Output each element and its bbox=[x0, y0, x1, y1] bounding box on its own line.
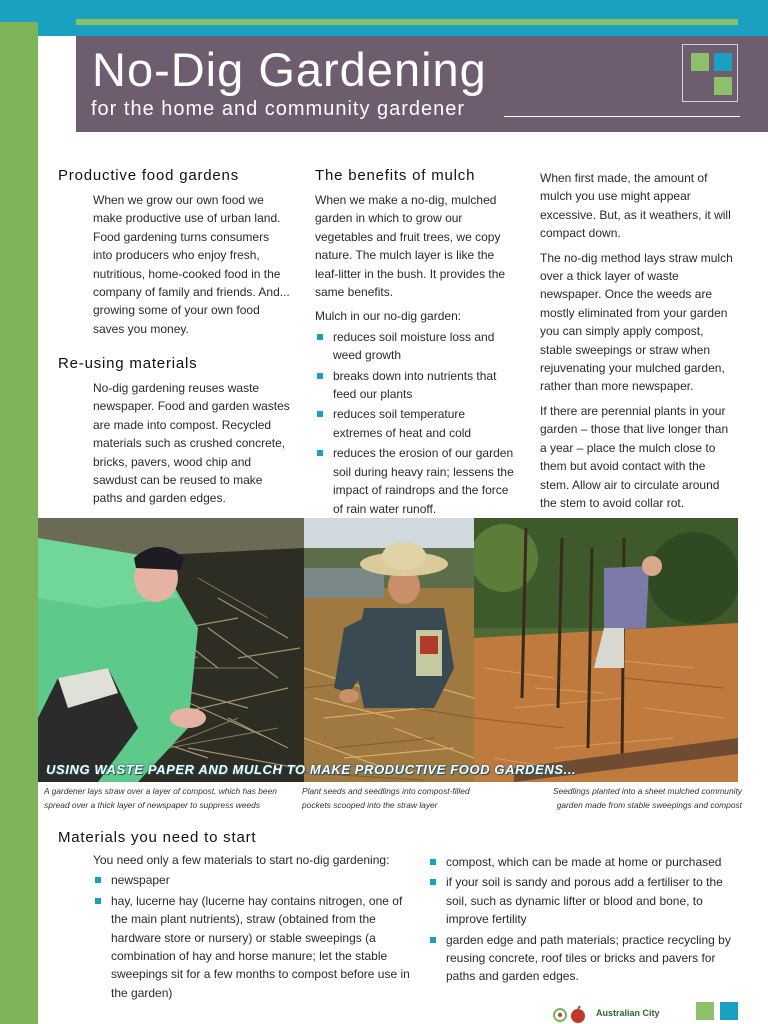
list-item: if your soil is sandy and porous add a fertiliser to the soil, such as dynamic lifter or blood and bone, to improve fertility bbox=[428, 873, 740, 928]
list-item: reduces the erosion of our garden soil during heavy rain; lessens the impact of raindrops and the force of rain water runoff. bbox=[315, 444, 515, 518]
benefits-intro: When we make a no-dig, mulched garden in which to grow our vegetables and fruit trees, we copy nature. The mulch layer is like the leaf-litter in the bush. It provides the same benefits. bbox=[315, 193, 506, 300]
footer-org-name: Australian City bbox=[596, 1008, 660, 1018]
footer-square-teal bbox=[720, 1002, 738, 1020]
subtitle-rule bbox=[504, 116, 740, 117]
org-emblem-icon bbox=[552, 1005, 588, 1024]
page-subtitle: for the home and community gardener bbox=[91, 98, 466, 120]
heading-materials: Materials you need to start bbox=[58, 829, 257, 846]
col3-paragraph-2: The no-dig method lays straw mulch over a thick layer of waste newspaper. Once the weeds are mostly eliminated from your garden you can simply apply compost, stable sweepings or straw when rejuvenating your mulched garden, rather than more newspaper. bbox=[540, 250, 733, 394]
squares-logo bbox=[682, 44, 738, 102]
list-item: hay, lucerne hay (lucerne hay contains nitrogen, one of the main plant nutrients), straw (obtained from the hardware store or nursery) or stable sweepings (a combination of hay and horse manure; let the stable sweepings sit for a few months to compost before use in the garden) bbox=[93, 892, 415, 1002]
column3-body bbox=[540, 169, 738, 518]
caption-photo-3: Seedlings planted into a sheet mulched community garden made from stable sweepings and compost bbox=[552, 786, 742, 810]
logo-square-green bbox=[691, 53, 709, 71]
col3-paragraph-3: If there are perennial plants in your garden – those that live longer than a year – place the mulch close to them but avoid contact with the stem. Allow air to circulate around the stem to avoid collar rot. bbox=[540, 403, 729, 510]
benefits-lead: Mulch in our no-dig garden: bbox=[315, 309, 462, 324]
heading-productive-food-gardens: Productive food gardens bbox=[58, 167, 240, 184]
list-item: reduces soil temperature extremes of heat and cold bbox=[315, 405, 515, 442]
photo-gardener-laying-straw bbox=[38, 518, 304, 782]
materials-left-body bbox=[93, 851, 415, 1004]
photo-strip bbox=[38, 518, 738, 782]
photo-community-garden bbox=[474, 518, 738, 782]
materials-right-body bbox=[428, 853, 740, 988]
title-banner bbox=[76, 36, 768, 132]
list-item: garden edge and path materials; practice recycling by reusing concrete, roof tiles or bricks and pavers for paths and garden edges. bbox=[428, 931, 740, 986]
footer-org-logo bbox=[552, 1005, 672, 1024]
logo-square-green-2 bbox=[714, 77, 732, 95]
productive-paragraph: When we grow our own food we make productive use of urban land. Food gardening turns consumers into producers who enjoy fresh, nutritious, home-cooked food in the company of family and friends. And... growing some of your own food saves you money. bbox=[93, 193, 290, 336]
top-green-rule bbox=[76, 19, 738, 25]
materials-left-list bbox=[93, 871, 415, 1002]
heading-benefits-of-mulch: The benefits of mulch bbox=[315, 167, 476, 184]
materials-right-list bbox=[428, 853, 740, 986]
benefits-body bbox=[315, 191, 515, 520]
photo-planting-seedlings bbox=[304, 518, 474, 782]
left-green-band bbox=[0, 22, 38, 1024]
footer-square-green bbox=[696, 1002, 714, 1020]
productive-body bbox=[93, 191, 291, 344]
materials-intro: You need only a few materials to start no-dig gardening: bbox=[93, 853, 390, 867]
page-title: No-Dig Gardening bbox=[92, 43, 487, 96]
caption-photo-2: Plant seeds and seedlings into compost-filled pockets scooped into the straw layer bbox=[302, 786, 470, 810]
list-item: newspaper bbox=[93, 871, 415, 889]
reusing-body bbox=[93, 379, 291, 514]
col3-paragraph-1: When first made, the amount of mulch you use might appear excessive. But, as it weathers, it will compact down. bbox=[540, 171, 731, 241]
caption-photo-1: A gardener lays straw over a layer of compost, which has been spread over a thick layer of newspaper to suppress weeds bbox=[44, 786, 277, 810]
logo-square-teal bbox=[714, 53, 732, 71]
list-item: reduces soil moisture loss and weed growth bbox=[315, 328, 515, 365]
benefits-list bbox=[315, 328, 515, 518]
heading-reusing-materials: Re-using materials bbox=[58, 355, 198, 372]
list-item: breaks down into nutrients that feed our plants bbox=[315, 367, 515, 404]
reusing-paragraph: No-dig gardening reuses waste newspaper. Food and garden wastes are made into compost. Recycled materials such as crushed concrete, bricks, pavers, wood chip and sawdust can be reused to make paths and garden edges. bbox=[93, 381, 290, 506]
photo-banner: USING WASTE PAPER AND MULCH TO MAKE PRODUCTIVE FOOD GARDENS... bbox=[46, 762, 577, 777]
list-item: compost, which can be made at home or purchased bbox=[428, 853, 740, 871]
